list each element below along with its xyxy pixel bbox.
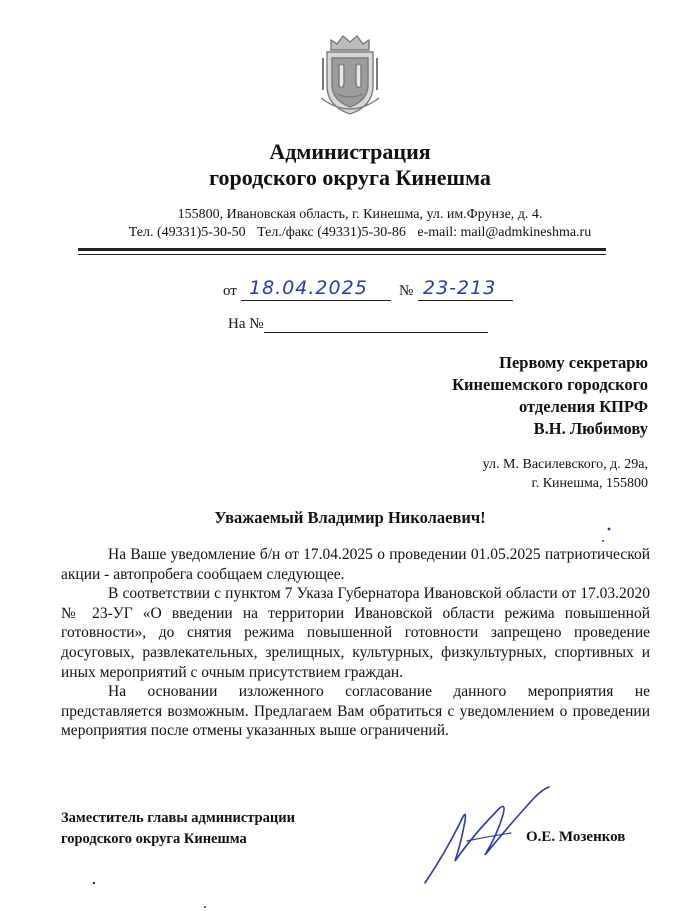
handwritten-number: 23-213 xyxy=(423,277,497,299)
header-divider-thin xyxy=(78,254,606,255)
recipient-address-line: ул. М. Василевского, д. 29а, xyxy=(482,457,648,472)
signer-position-line: Заместитель главы администрации xyxy=(61,810,295,826)
recipient-line: Кинешемского городского xyxy=(452,375,648,394)
organization-subtitle: городского округа Кинешма xyxy=(209,165,491,190)
recipient-line: отделения КПРФ xyxy=(518,397,648,416)
date-label: от xyxy=(223,283,237,299)
phone-number: Тел. (49331)5-30-50 xyxy=(128,225,246,240)
letter-body xyxy=(61,545,650,741)
recipient-line: В.Н. Любимову xyxy=(533,419,648,438)
reply-reference xyxy=(228,316,264,333)
email-address: e-mail: mail@admkineshma.ru xyxy=(417,225,592,240)
reply-underline xyxy=(264,332,488,333)
greeting: Уважаемый Владимир Николаевич! xyxy=(214,508,486,527)
body-paragraph: На основании изложенного согласование данного мероприятия не представляется возможным. Предлагаем Вам обратиться с уведомлением о проведении мероприятия после отмены указанных выше ограничений. xyxy=(61,683,650,740)
coat-of-arms-icon xyxy=(317,28,383,118)
organization-address: 155800, Ивановская область, г. Кинешма, ул. им.Фрунзе, д. 4. xyxy=(177,207,543,222)
organization-contacts xyxy=(10,224,700,242)
signer-name: О.Е. Мозенков xyxy=(526,829,626,845)
organization-title: Администрация xyxy=(269,139,431,164)
signer-position-line: городского округа Кинешма xyxy=(61,831,247,847)
recipient-address-line: г. Кинешма, 155800 xyxy=(531,476,648,491)
recipient-line: Первому секретарю xyxy=(499,353,648,372)
fax-number: Тел./факс (49331)5-30-86 xyxy=(257,225,406,240)
header-divider xyxy=(78,248,606,251)
date-underline xyxy=(241,300,391,301)
reply-label: На № xyxy=(228,316,264,332)
number-underline xyxy=(418,300,513,301)
body-paragraph: На Ваше уведомление б/н от 17.04.2025 о проведении 01.05.2025 патриотической акции - автопробега сообщаем следующее. xyxy=(61,546,650,583)
recipient-address xyxy=(483,455,648,493)
signer-position xyxy=(61,808,295,850)
recipient-block xyxy=(452,352,648,440)
handwritten-date: 18.04.2025 xyxy=(249,277,368,299)
number-label: № xyxy=(399,283,414,299)
body-paragraph: В соответствии с пунктом 7 Указа Губернатора Ивановской области от 17.03.2020 № 23-УГ «О введении на территории Ивановской области режима повышенной готовности», до снятия режима повышенной готовности запрещено проведение досуговых, развлекательных, зрелищных, культурных, физкультурных, спортивных и иных мероприятий с очным присутствием граждан. xyxy=(61,585,650,681)
